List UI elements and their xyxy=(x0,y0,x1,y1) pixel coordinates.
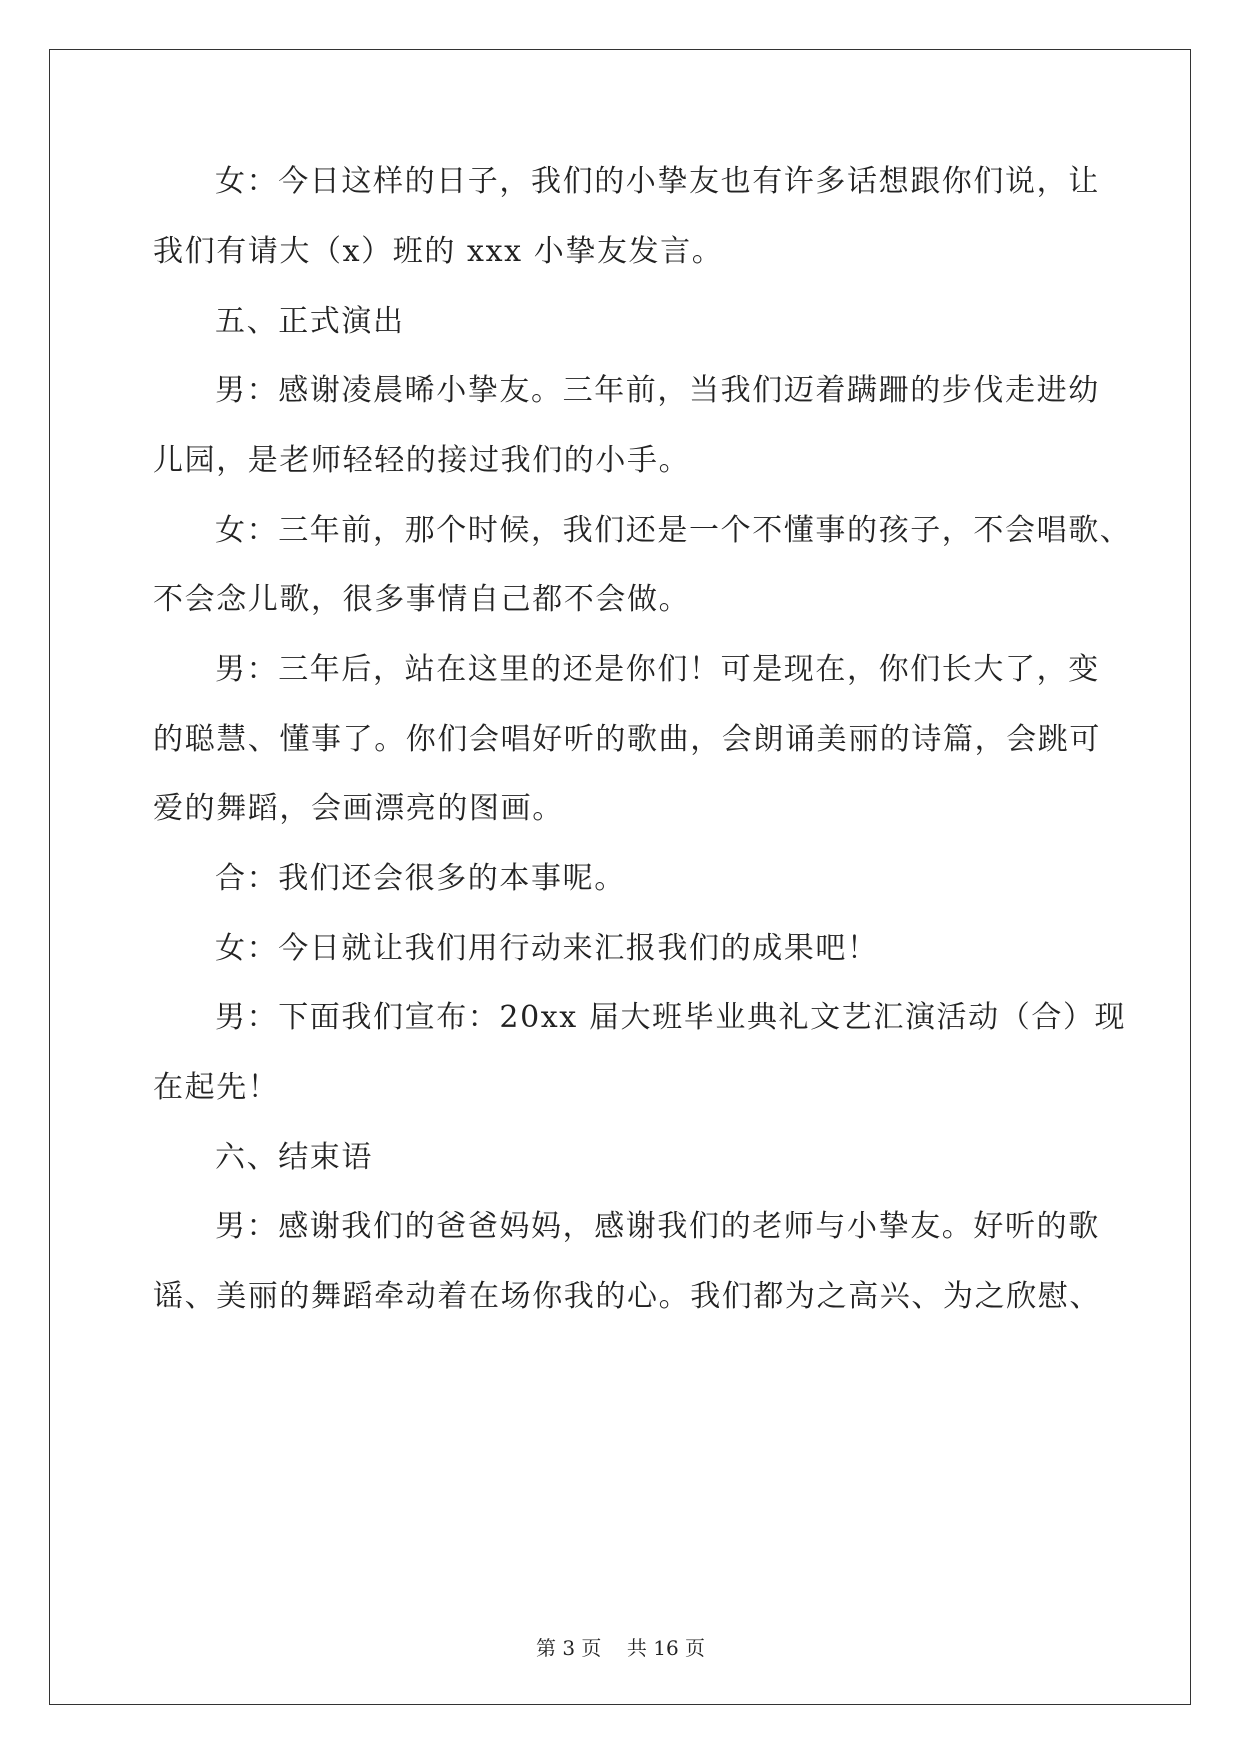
paragraph-line: 儿园，是老师轻轻的接过我们的小手。 xyxy=(153,443,691,478)
paragraph-line: 男：感谢凌晨晞小挚友。三年前，当我们迈着蹒跚的步伐走进幼 xyxy=(215,373,1100,408)
paragraph-line: 女：今日这样的日子，我们的小挚友也有许多话想跟你们说，让 xyxy=(215,164,1100,199)
paragraph-line: 爱的舞蹈，会画漂亮的图画。 xyxy=(153,791,564,826)
paragraph-line: 合：我们还会很多的本事呢。 xyxy=(215,861,626,896)
paragraph-line: 在起先！ xyxy=(153,1070,280,1105)
page-footer xyxy=(0,1636,1241,1660)
paragraph-line: 的聪慧、懂事了。你们会唱好听的歌曲，会朗诵美丽的诗篇，会跳可 xyxy=(153,722,1101,757)
paragraph-line: 女：三年前，那个时候，我们还是一个不懂事的孩子，不会唱歌、 xyxy=(215,513,1132,548)
paragraph-line: 男：下面我们宣布：20xx 届大班毕业典礼文艺汇演活动（合）现 xyxy=(215,1000,1127,1035)
paragraph-line: 不会念儿歌，很多事情自己都不会做。 xyxy=(153,582,691,617)
paragraph-line: 女：今日就让我们用行动来汇报我们的成果吧！ xyxy=(215,931,879,966)
section-heading: 五、正式演出 xyxy=(215,304,405,339)
section-heading: 六、结束语 xyxy=(215,1140,373,1175)
page-number: 第 3 页 xyxy=(535,1636,602,1660)
total-pages: 共 16 页 xyxy=(626,1636,706,1660)
paragraph-line: 我们有请大（x）班的 xxx 小挚友发言。 xyxy=(153,234,724,269)
paragraph-line: 男：感谢我们的爸爸妈妈，感谢我们的老师与小挚友。好听的歌 xyxy=(215,1209,1100,1244)
paragraph-line: 男：三年后，站在这里的还是你们！可是现在，你们长大了，变 xyxy=(215,652,1100,687)
paragraph-line: 谣、美丽的舞蹈牵动着在场你我的心。我们都为之高兴、为之欣慰、 xyxy=(153,1279,1101,1314)
